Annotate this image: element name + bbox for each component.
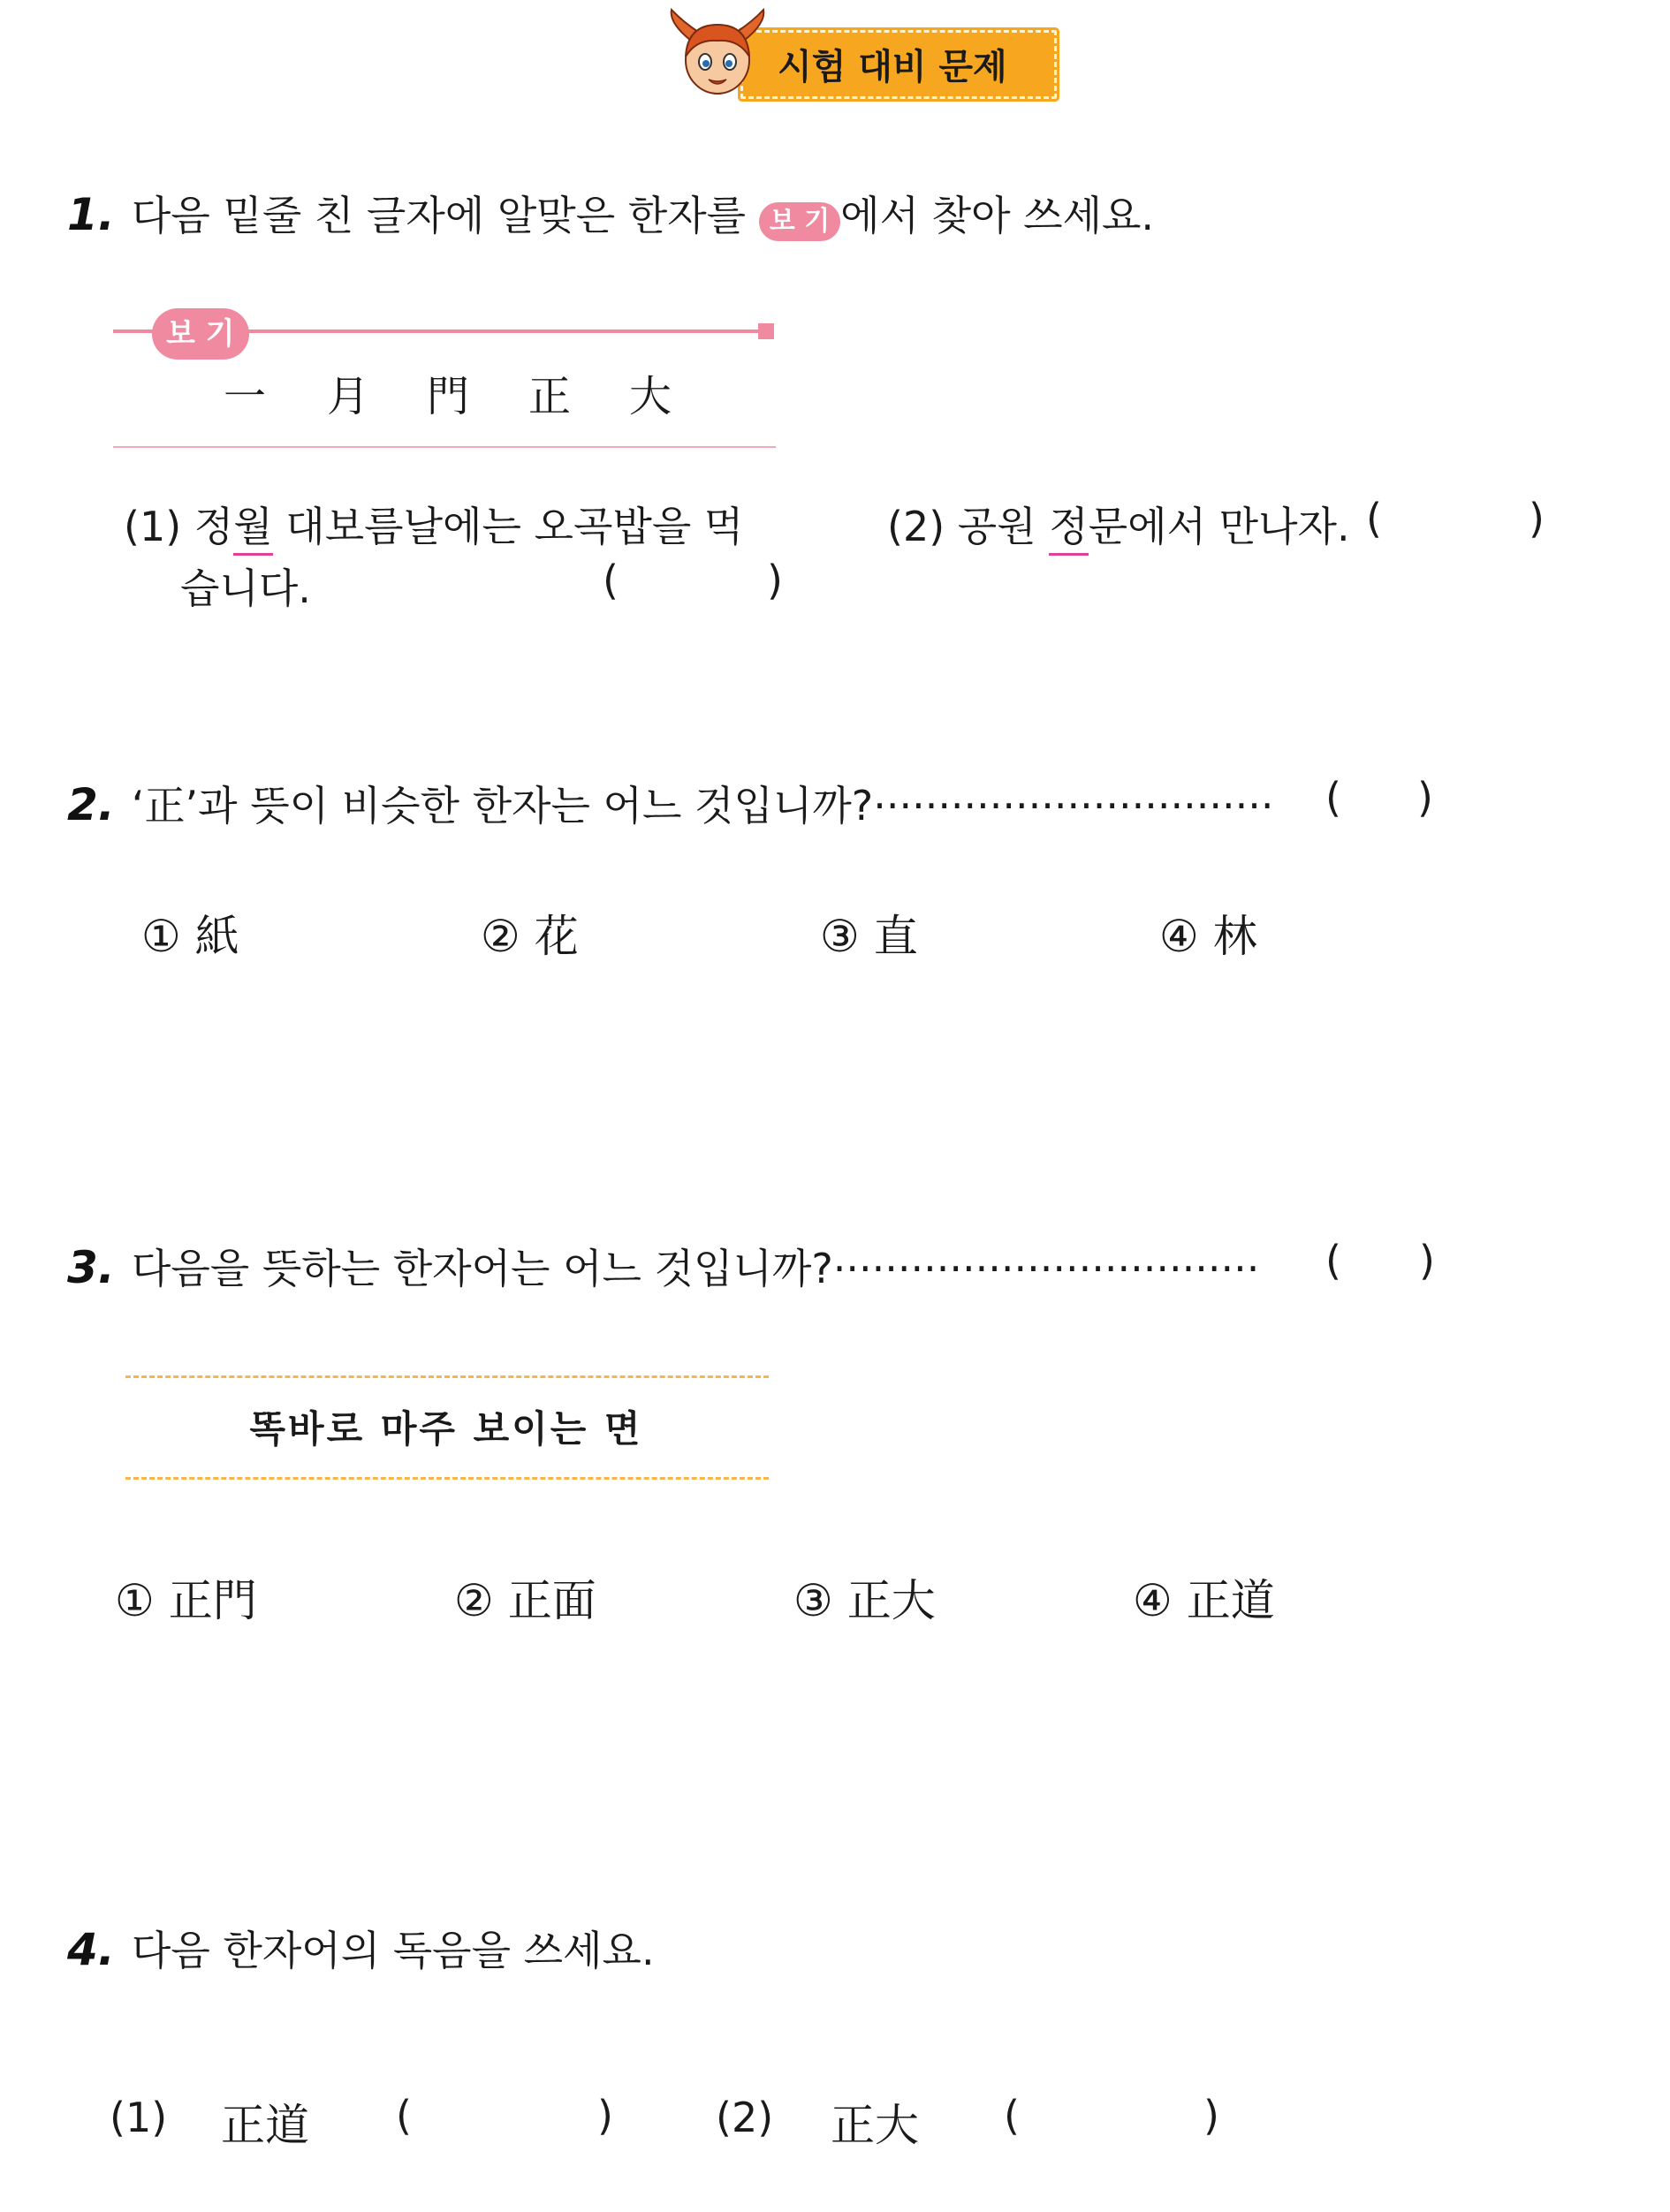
leader-dots: ·································: [832, 1245, 1260, 1292]
option-text: 林: [1212, 911, 1257, 962]
option-text: 正道: [1186, 1575, 1275, 1626]
option-mark: ②: [481, 911, 520, 962]
answer-paren-open: (: [603, 557, 619, 604]
subquestion-text: 공원: [957, 503, 1050, 550]
option-mark: ④: [1159, 911, 1199, 962]
option-mark: ③: [793, 1575, 833, 1626]
answer-item-word: 正道: [221, 2100, 309, 2151]
answer-item-number: (1): [110, 2094, 168, 2141]
definition-text: 똑바로 마주 보이는 면: [249, 1407, 643, 1451]
underlined-char: 월: [233, 495, 272, 556]
answer-item-word: 正大: [831, 2100, 919, 2151]
question-number: 4.: [67, 1924, 115, 1975]
option-text: 正面: [507, 1575, 596, 1626]
option-mark: ②: [454, 1575, 494, 1626]
answer-paren-open: (: [396, 2092, 412, 2140]
answer-item-number: (2): [716, 2094, 774, 2141]
subquestion-number: (1): [124, 503, 182, 550]
girl-mascot-icon: [664, 5, 770, 102]
example-box-bottom-line: [113, 446, 776, 448]
example-char: 正: [528, 372, 572, 421]
bogi-badge: 보 기: [759, 202, 840, 241]
option-mark: ④: [1133, 1575, 1173, 1626]
example-char: 門: [427, 372, 470, 421]
definition-box-top-line: [125, 1375, 769, 1378]
subquestion-text: 문에서 만나자.: [1088, 503, 1350, 550]
question-text-tail: 에서 찾아 쓰세요.: [840, 192, 1155, 239]
answer-paren-open: (: [1366, 495, 1382, 542]
example-char: 月: [327, 372, 370, 421]
option-mark: ①: [141, 911, 181, 962]
option-2[interactable]: [454, 1565, 596, 1629]
option-text: 正門: [168, 1575, 257, 1626]
subquestion-2: [887, 495, 1350, 556]
question-text: 다음 밑줄 친 글자에 알맞은 한자를: [131, 192, 759, 239]
option-3[interactable]: [793, 1565, 936, 1629]
option-mark: ③: [820, 911, 860, 962]
question-4: [67, 1919, 655, 1977]
question-number: 1.: [67, 189, 115, 240]
subquestion-text: 정: [194, 503, 234, 550]
answer-paren-close: ): [1529, 495, 1545, 542]
subquestion-1-line2: 습니다.: [180, 564, 311, 612]
question-number: 3.: [67, 1242, 115, 1293]
option-1[interactable]: [115, 1565, 257, 1629]
option-text: 直: [873, 911, 918, 962]
option-mark: ①: [115, 1575, 155, 1626]
answer-paren-close: ): [1419, 1237, 1435, 1284]
subquestion-number: (2): [887, 503, 945, 550]
subquestion-text: 대보름날에는 오곡밥을 먹: [272, 503, 744, 550]
option-text: 紙: [194, 911, 239, 962]
question-text: ‘正’과 뜻이 비슷한 한자는 어느 것입니까?: [131, 782, 874, 830]
option-1[interactable]: [141, 901, 239, 965]
question-1: [67, 184, 1154, 242]
definition-box-bottom-line: [125, 1477, 769, 1480]
question-text: 다음 한자어의 독음을 쓰세요.: [131, 1927, 655, 1974]
option-text: 正大: [846, 1575, 936, 1626]
underlined-char: 정: [1049, 495, 1088, 556]
example-char: 大: [629, 372, 672, 421]
option-4[interactable]: [1159, 901, 1257, 965]
answer-paren-open: (: [1004, 2092, 1020, 2140]
leader-dots: ·······························: [873, 782, 1274, 830]
example-char: 一: [224, 372, 267, 421]
answer-paren-close: ): [767, 557, 783, 604]
subquestion-1: [124, 495, 743, 556]
question-text: 다음을 뜻하는 한자어는 어느 것입니까?: [131, 1245, 833, 1292]
answer-paren-open: (: [1325, 1237, 1341, 1284]
question-3: [67, 1237, 1259, 1295]
answer-paren-open: (: [1325, 774, 1341, 822]
question-2: [67, 774, 1274, 832]
answer-paren-close[interactable]: ): [597, 2092, 613, 2140]
answer-paren-close: ): [1417, 774, 1433, 822]
option-text: 花: [534, 911, 579, 962]
option-2[interactable]: [481, 901, 579, 965]
question-number: 2.: [67, 779, 115, 830]
answer-paren-close[interactable]: ): [1203, 2092, 1219, 2140]
header-title: 시험 대비 문제: [778, 47, 1007, 87]
example-label: 보 기: [152, 308, 249, 360]
option-3[interactable]: [820, 901, 918, 965]
example-box-end-marker: [758, 323, 774, 339]
option-4[interactable]: [1133, 1565, 1275, 1629]
